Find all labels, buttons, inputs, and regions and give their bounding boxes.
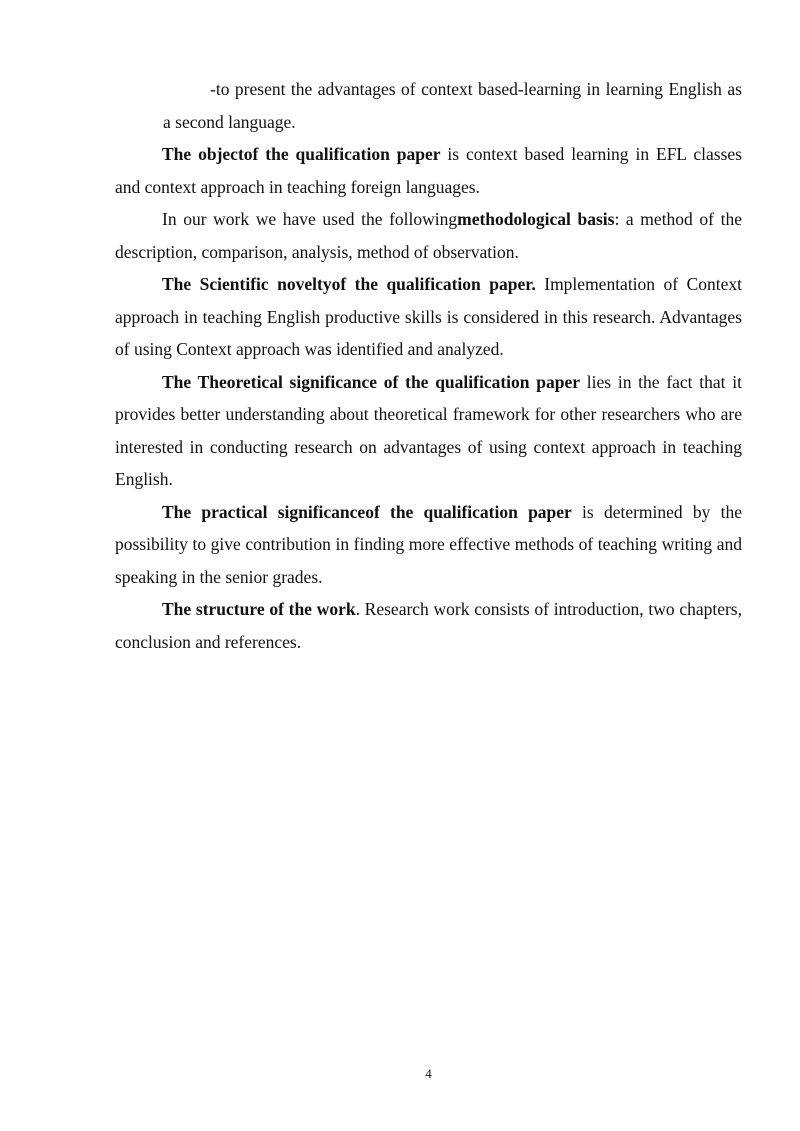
object-text: is context based learning in EFL classes and context approach in teaching foreign languages. bbox=[115, 144, 742, 197]
novelty-paragraph bbox=[115, 268, 742, 366]
practical-paragraph bbox=[115, 496, 742, 594]
object-heading: The objectof the qualification paper bbox=[162, 144, 441, 164]
structure-text: . Research work consists of introduction, two chapters, conclusion and references. bbox=[115, 599, 742, 652]
methodology-heading: methodological basis bbox=[457, 209, 615, 229]
methodology-text: : a method of the description, comparison, analysis, method of observation. bbox=[115, 209, 742, 262]
object-paragraph bbox=[115, 138, 742, 203]
aim-item-text: -to present the advantages of context based-learning in learning English as a second language. bbox=[163, 79, 742, 132]
novelty-text: Implementation of Context approach in teaching English productive skills is considered in this research. Advantages of using Context approach was identified and analyzed. bbox=[115, 274, 742, 359]
structure-paragraph bbox=[115, 593, 742, 658]
practical-heading: The practical significanceof the qualification paper bbox=[162, 501, 572, 522]
aim-item-paragraph bbox=[163, 73, 742, 138]
theoretical-paragraph bbox=[115, 366, 742, 496]
theoretical-text: lies in the fact that it provides better understanding about theoretical framework for other researchers who are interested in conducting research on advantages of using context approach in teaching English. bbox=[115, 371, 742, 489]
document-page bbox=[115, 73, 742, 658]
novelty-heading: The Scientific noveltyof the qualification paper. bbox=[162, 274, 536, 294]
methodology-paragraph bbox=[115, 203, 742, 268]
structure-heading: The structure of the work bbox=[162, 599, 356, 619]
methodology-lead: In our work we have used the following bbox=[162, 209, 458, 229]
theoretical-heading: The Theoretical significance of the qualification paper bbox=[162, 371, 581, 392]
practical-text: is determined by the possibility to give contribution in finding more effective methods of teaching writing and speaking in the senior grades. bbox=[115, 501, 742, 587]
page-number: 4 bbox=[425, 1066, 432, 1081]
